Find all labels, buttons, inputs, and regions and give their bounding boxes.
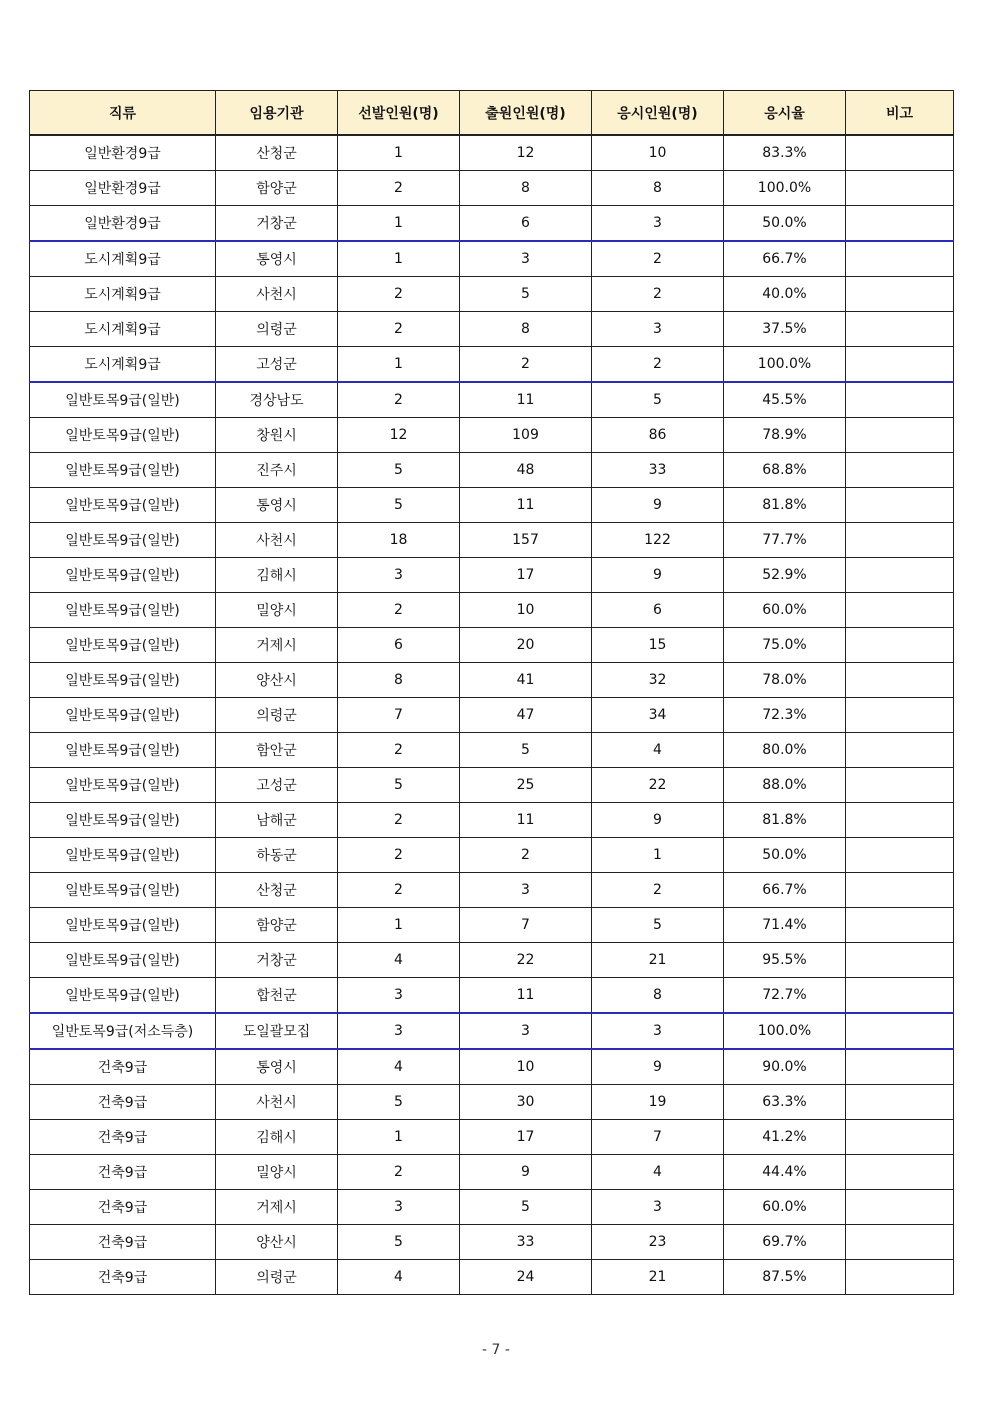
- agency-cell: 통영시: [216, 1049, 338, 1085]
- selected-count-cell: 5: [338, 488, 460, 523]
- job-category-cell: 일반토목9급(일반): [30, 523, 216, 558]
- table-row: [30, 206, 954, 242]
- agency-cell: 김해시: [216, 558, 338, 593]
- remarks-cell: [846, 1049, 954, 1085]
- remarks-cell: [846, 628, 954, 663]
- examinee-count-cell: 7: [592, 1120, 724, 1155]
- table-row: [30, 523, 954, 558]
- examinee-count-cell: 6: [592, 593, 724, 628]
- attendance-rate-cell: 90.0%: [724, 1049, 846, 1085]
- job-category-cell: 일반토목9급(일반): [30, 558, 216, 593]
- agency-cell: 김해시: [216, 1120, 338, 1155]
- remarks-cell: [846, 593, 954, 628]
- remarks-cell: [846, 558, 954, 593]
- agency-cell: 통영시: [216, 488, 338, 523]
- remarks-cell: [846, 241, 954, 277]
- applied-count-cell: 11: [460, 978, 592, 1014]
- attendance-rate-cell: 72.3%: [724, 698, 846, 733]
- remarks-cell: [846, 873, 954, 908]
- job-category-cell: 일반토목9급(일반): [30, 873, 216, 908]
- job-category-cell: 일반토목9급(저소득층): [30, 1013, 216, 1049]
- attendance-rate-cell: 50.0%: [724, 206, 846, 242]
- remarks-cell: [846, 277, 954, 312]
- applied-count-cell: 8: [460, 312, 592, 347]
- job-category-cell: 건축9급: [30, 1120, 216, 1155]
- selected-count-cell: 1: [338, 908, 460, 943]
- table-row: [30, 908, 954, 943]
- attendance-rate-cell: 78.9%: [724, 418, 846, 453]
- attendance-rate-cell: 40.0%: [724, 277, 846, 312]
- agency-cell: 창원시: [216, 418, 338, 453]
- table-row: [30, 1225, 954, 1260]
- examinee-count-cell: 2: [592, 347, 724, 383]
- examinee-count-cell: 9: [592, 803, 724, 838]
- table-row: [30, 978, 954, 1014]
- examinee-count-cell: 8: [592, 978, 724, 1014]
- attendance-rate-cell: 100.0%: [724, 347, 846, 383]
- selected-count-cell: 2: [338, 277, 460, 312]
- agency-cell: 도일괄모집: [216, 1013, 338, 1049]
- remarks-cell: [846, 908, 954, 943]
- applied-count-cell: 109: [460, 418, 592, 453]
- job-category-cell: 일반토목9급(일반): [30, 733, 216, 768]
- attendance-rate-cell: 95.5%: [724, 943, 846, 978]
- job-category-cell: 도시계획9급: [30, 347, 216, 383]
- selected-count-cell: 2: [338, 593, 460, 628]
- job-category-cell: 일반토목9급(일반): [30, 628, 216, 663]
- table-row: [30, 312, 954, 347]
- agency-cell: 밀양시: [216, 1155, 338, 1190]
- table-row: [30, 628, 954, 663]
- attendance-rate-cell: 72.7%: [724, 978, 846, 1014]
- attendance-rate-cell: 71.4%: [724, 908, 846, 943]
- table-row: [30, 1260, 954, 1295]
- selected-count-cell: 2: [338, 838, 460, 873]
- attendance-rate-cell: 44.4%: [724, 1155, 846, 1190]
- examinee-count-cell: 22: [592, 768, 724, 803]
- attendance-rate-cell: 52.9%: [724, 558, 846, 593]
- applied-count-cell: 6: [460, 206, 592, 242]
- examinee-count-cell: 21: [592, 943, 724, 978]
- examinee-count-cell: 8: [592, 171, 724, 206]
- applied-count-cell: 48: [460, 453, 592, 488]
- applied-count-cell: 17: [460, 1120, 592, 1155]
- selected-count-cell: 7: [338, 698, 460, 733]
- applied-count-cell: 24: [460, 1260, 592, 1295]
- applied-count-cell: 5: [460, 1190, 592, 1225]
- job-category-cell: 일반토목9급(일반): [30, 418, 216, 453]
- attendance-rate-cell: 80.0%: [724, 733, 846, 768]
- table-row: [30, 453, 954, 488]
- remarks-cell: [846, 698, 954, 733]
- remarks-cell: [846, 382, 954, 418]
- job-category-cell: 도시계획9급: [30, 312, 216, 347]
- remarks-cell: [846, 1120, 954, 1155]
- job-category-cell: 일반토목9급(일반): [30, 978, 216, 1014]
- job-category-cell: 건축9급: [30, 1085, 216, 1120]
- selected-count-cell: 2: [338, 1155, 460, 1190]
- examinee-count-cell: 10: [592, 135, 724, 171]
- attendance-rate-cell: 60.0%: [724, 593, 846, 628]
- remarks-cell: [846, 1013, 954, 1049]
- examinee-count-cell: 9: [592, 1049, 724, 1085]
- selected-count-cell: 1: [338, 347, 460, 383]
- agency-cell: 거제시: [216, 628, 338, 663]
- remarks-cell: [846, 803, 954, 838]
- applied-count-cell: 5: [460, 733, 592, 768]
- agency-cell: 양산시: [216, 663, 338, 698]
- remarks-cell: [846, 1225, 954, 1260]
- table-row: [30, 768, 954, 803]
- selected-count-cell: 3: [338, 1190, 460, 1225]
- agency-cell: 산청군: [216, 135, 338, 171]
- remarks-cell: [846, 347, 954, 383]
- agency-cell: 사천시: [216, 277, 338, 312]
- job-category-cell: 일반토목9급(일반): [30, 453, 216, 488]
- applied-count-cell: 8: [460, 171, 592, 206]
- selected-count-cell: 5: [338, 1085, 460, 1120]
- applied-count-cell: 5: [460, 277, 592, 312]
- table-row: [30, 347, 954, 383]
- examinee-count-cell: 122: [592, 523, 724, 558]
- job-category-cell: 건축9급: [30, 1155, 216, 1190]
- attendance-rate-cell: 78.0%: [724, 663, 846, 698]
- examinee-count-cell: 3: [592, 1013, 724, 1049]
- examinee-count-cell: 23: [592, 1225, 724, 1260]
- remarks-cell: [846, 171, 954, 206]
- selected-count-cell: 2: [338, 873, 460, 908]
- attendance-rate-cell: 75.0%: [724, 628, 846, 663]
- agency-cell: 의령군: [216, 1260, 338, 1295]
- selected-count-cell: 1: [338, 1120, 460, 1155]
- selected-count-cell: 5: [338, 768, 460, 803]
- applied-count-cell: 11: [460, 803, 592, 838]
- remarks-cell: [846, 733, 954, 768]
- selected-count-cell: 1: [338, 241, 460, 277]
- applied-count-cell: 41: [460, 663, 592, 698]
- attendance-rate-cell: 50.0%: [724, 838, 846, 873]
- table-body: [30, 135, 954, 1295]
- examinee-count-cell: 5: [592, 382, 724, 418]
- selected-count-cell: 4: [338, 1260, 460, 1295]
- table-row: [30, 1190, 954, 1225]
- applied-count-cell: 22: [460, 943, 592, 978]
- examinee-count-cell: 15: [592, 628, 724, 663]
- agency-cell: 사천시: [216, 523, 338, 558]
- applied-count-cell: 2: [460, 838, 592, 873]
- agency-cell: 진주시: [216, 453, 338, 488]
- header-applied-count: 출원인원(명): [460, 91, 592, 136]
- examinee-count-cell: 4: [592, 733, 724, 768]
- table-row: [30, 241, 954, 277]
- job-category-cell: 일반환경9급: [30, 171, 216, 206]
- applied-count-cell: 10: [460, 593, 592, 628]
- table-row: [30, 418, 954, 453]
- table-row: [30, 1085, 954, 1120]
- header-attendance-rate: 응시율: [724, 91, 846, 136]
- remarks-cell: [846, 453, 954, 488]
- agency-cell: 밀양시: [216, 593, 338, 628]
- selected-count-cell: 4: [338, 1049, 460, 1085]
- table-row: [30, 1049, 954, 1085]
- applied-count-cell: 12: [460, 135, 592, 171]
- job-category-cell: 일반토목9급(일반): [30, 382, 216, 418]
- examinee-count-cell: 4: [592, 1155, 724, 1190]
- header-remarks: 비고: [846, 91, 954, 136]
- examinee-count-cell: 33: [592, 453, 724, 488]
- remarks-cell: [846, 1260, 954, 1295]
- recruitment-statistics-table: [29, 90, 954, 1295]
- selected-count-cell: 2: [338, 803, 460, 838]
- attendance-rate-cell: 83.3%: [724, 135, 846, 171]
- attendance-rate-cell: 69.7%: [724, 1225, 846, 1260]
- job-category-cell: 일반토목9급(일반): [30, 698, 216, 733]
- attendance-rate-cell: 87.5%: [724, 1260, 846, 1295]
- job-category-cell: 일반환경9급: [30, 206, 216, 242]
- selected-count-cell: 4: [338, 943, 460, 978]
- applied-count-cell: 20: [460, 628, 592, 663]
- attendance-rate-cell: 77.7%: [724, 523, 846, 558]
- remarks-cell: [846, 978, 954, 1014]
- remarks-cell: [846, 135, 954, 171]
- agency-cell: 사천시: [216, 1085, 338, 1120]
- selected-count-cell: 3: [338, 558, 460, 593]
- agency-cell: 거창군: [216, 206, 338, 242]
- examinee-count-cell: 2: [592, 873, 724, 908]
- remarks-cell: [846, 312, 954, 347]
- selected-count-cell: 2: [338, 171, 460, 206]
- applied-count-cell: 7: [460, 908, 592, 943]
- job-category-cell: 일반토목9급(일반): [30, 943, 216, 978]
- table-row: [30, 1120, 954, 1155]
- examinee-count-cell: 21: [592, 1260, 724, 1295]
- agency-cell: 합천군: [216, 978, 338, 1014]
- table-row: [30, 838, 954, 873]
- attendance-rate-cell: 100.0%: [724, 1013, 846, 1049]
- examinee-count-cell: 34: [592, 698, 724, 733]
- agency-cell: 남해군: [216, 803, 338, 838]
- examinee-count-cell: 3: [592, 206, 724, 242]
- agency-cell: 고성군: [216, 347, 338, 383]
- applied-count-cell: 47: [460, 698, 592, 733]
- selected-count-cell: 18: [338, 523, 460, 558]
- table-row: [30, 873, 954, 908]
- examinee-count-cell: 86: [592, 418, 724, 453]
- selected-count-cell: 6: [338, 628, 460, 663]
- selected-count-cell: 5: [338, 1225, 460, 1260]
- agency-cell: 거창군: [216, 943, 338, 978]
- attendance-rate-cell: 81.8%: [724, 488, 846, 523]
- examinee-count-cell: 5: [592, 908, 724, 943]
- agency-cell: 의령군: [216, 698, 338, 733]
- table-row: [30, 733, 954, 768]
- applied-count-cell: 2: [460, 347, 592, 383]
- job-category-cell: 도시계획9급: [30, 277, 216, 312]
- table-row: [30, 698, 954, 733]
- applied-count-cell: 11: [460, 382, 592, 418]
- applied-count-cell: 25: [460, 768, 592, 803]
- table-row: [30, 1155, 954, 1190]
- remarks-cell: [846, 943, 954, 978]
- remarks-cell: [846, 1085, 954, 1120]
- remarks-cell: [846, 523, 954, 558]
- attendance-rate-cell: 41.2%: [724, 1120, 846, 1155]
- remarks-cell: [846, 663, 954, 698]
- table-row: [30, 488, 954, 523]
- table-row: [30, 135, 954, 171]
- selected-count-cell: 3: [338, 978, 460, 1014]
- selected-count-cell: 2: [338, 312, 460, 347]
- remarks-cell: [846, 1190, 954, 1225]
- job-category-cell: 일반토목9급(일반): [30, 908, 216, 943]
- remarks-cell: [846, 768, 954, 803]
- applied-count-cell: 9: [460, 1155, 592, 1190]
- selected-count-cell: 2: [338, 733, 460, 768]
- attendance-rate-cell: 66.7%: [724, 241, 846, 277]
- header-row: [30, 91, 954, 136]
- examinee-count-cell: 3: [592, 312, 724, 347]
- agency-cell: 함양군: [216, 171, 338, 206]
- remarks-cell: [846, 838, 954, 873]
- job-category-cell: 건축9급: [30, 1225, 216, 1260]
- agency-cell: 고성군: [216, 768, 338, 803]
- table-row: [30, 171, 954, 206]
- examinee-count-cell: 3: [592, 1190, 724, 1225]
- header-appointing-agency: 임용기관: [216, 91, 338, 136]
- applied-count-cell: 10: [460, 1049, 592, 1085]
- job-category-cell: 일반토목9급(일반): [30, 593, 216, 628]
- table-row: [30, 558, 954, 593]
- attendance-rate-cell: 37.5%: [724, 312, 846, 347]
- remarks-cell: [846, 1155, 954, 1190]
- examinee-count-cell: 1: [592, 838, 724, 873]
- table-row: [30, 943, 954, 978]
- agency-cell: 산청군: [216, 873, 338, 908]
- applied-count-cell: 11: [460, 488, 592, 523]
- selected-count-cell: 8: [338, 663, 460, 698]
- agency-cell: 양산시: [216, 1225, 338, 1260]
- table-row: [30, 663, 954, 698]
- agency-cell: 경상남도: [216, 382, 338, 418]
- job-category-cell: 일반토목9급(일반): [30, 768, 216, 803]
- table-row: [30, 593, 954, 628]
- selected-count-cell: 3: [338, 1013, 460, 1049]
- agency-cell: 하동군: [216, 838, 338, 873]
- examinee-count-cell: 32: [592, 663, 724, 698]
- attendance-rate-cell: 68.8%: [724, 453, 846, 488]
- header-job-category: 직류: [30, 91, 216, 136]
- examinee-count-cell: 2: [592, 277, 724, 312]
- job-category-cell: 건축9급: [30, 1190, 216, 1225]
- table-row: [30, 1013, 954, 1049]
- agency-cell: 의령군: [216, 312, 338, 347]
- attendance-rate-cell: 88.0%: [724, 768, 846, 803]
- remarks-cell: [846, 418, 954, 453]
- selected-count-cell: 5: [338, 453, 460, 488]
- attendance-rate-cell: 63.3%: [724, 1085, 846, 1120]
- job-category-cell: 일반토목9급(일반): [30, 488, 216, 523]
- applied-count-cell: 157: [460, 523, 592, 558]
- remarks-cell: [846, 206, 954, 242]
- examinee-count-cell: 19: [592, 1085, 724, 1120]
- attendance-rate-cell: 45.5%: [724, 382, 846, 418]
- applied-count-cell: 30: [460, 1085, 592, 1120]
- header-examinee-count: 응시인원(명): [592, 91, 724, 136]
- job-category-cell: 건축9급: [30, 1260, 216, 1295]
- applied-count-cell: 3: [460, 873, 592, 908]
- job-category-cell: 일반환경9급: [30, 135, 216, 171]
- examinee-count-cell: 9: [592, 488, 724, 523]
- applied-count-cell: 33: [460, 1225, 592, 1260]
- job-category-cell: 일반토목9급(일반): [30, 663, 216, 698]
- applied-count-cell: 3: [460, 1013, 592, 1049]
- selected-count-cell: 2: [338, 382, 460, 418]
- applied-count-cell: 3: [460, 241, 592, 277]
- selected-count-cell: 1: [338, 135, 460, 171]
- table-row: [30, 382, 954, 418]
- agency-cell: 거제시: [216, 1190, 338, 1225]
- job-category-cell: 건축9급: [30, 1049, 216, 1085]
- agency-cell: 함양군: [216, 908, 338, 943]
- table-row: [30, 803, 954, 838]
- agency-cell: 함안군: [216, 733, 338, 768]
- attendance-rate-cell: 66.7%: [724, 873, 846, 908]
- header-selected-count: 선발인원(명): [338, 91, 460, 136]
- attendance-rate-cell: 100.0%: [724, 171, 846, 206]
- attendance-rate-cell: 81.8%: [724, 803, 846, 838]
- job-category-cell: 일반토목9급(일반): [30, 803, 216, 838]
- job-category-cell: 도시계획9급: [30, 241, 216, 277]
- examinee-count-cell: 9: [592, 558, 724, 593]
- examinee-count-cell: 2: [592, 241, 724, 277]
- job-category-cell: 일반토목9급(일반): [30, 838, 216, 873]
- selected-count-cell: 1: [338, 206, 460, 242]
- page-number: - 7 -: [482, 1342, 510, 1358]
- remarks-cell: [846, 488, 954, 523]
- selected-count-cell: 12: [338, 418, 460, 453]
- attendance-rate-cell: 60.0%: [724, 1190, 846, 1225]
- table-row: [30, 277, 954, 312]
- applied-count-cell: 17: [460, 558, 592, 593]
- agency-cell: 통영시: [216, 241, 338, 277]
